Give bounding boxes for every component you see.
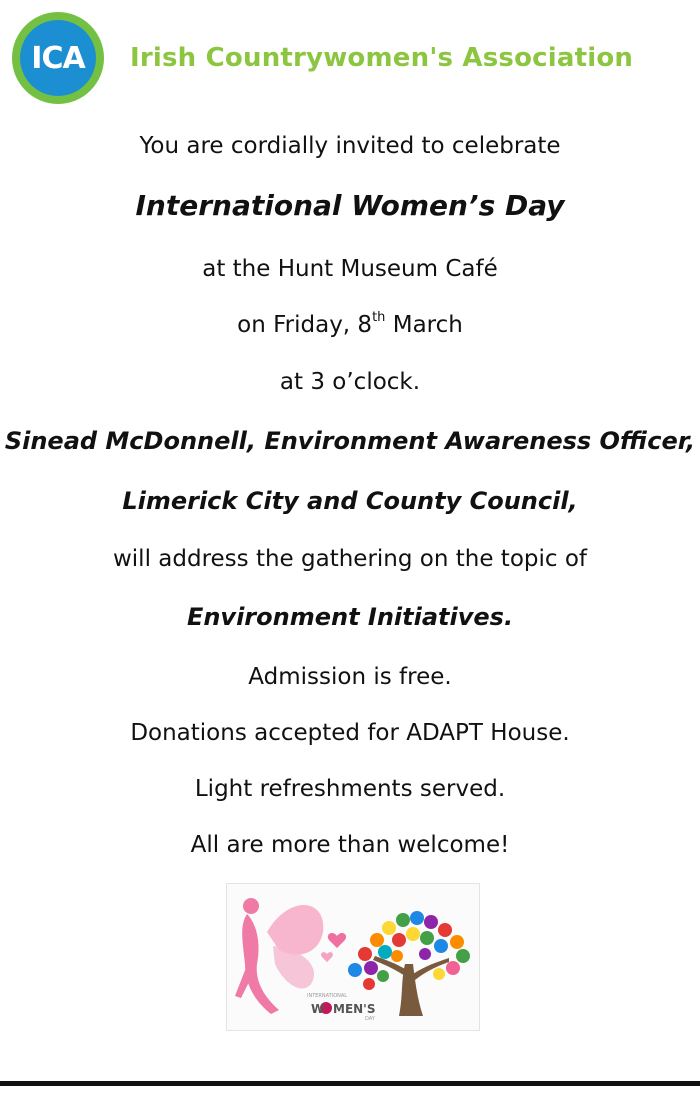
invitation-intro: You are cordially invited to celebrate [139,133,561,159]
ica-logo-text: ICA [31,40,85,76]
iwd-label-bottom: DAY [365,1016,375,1022]
iwd-label-top: INTERNATIONAL [307,993,348,999]
fairy-wing-lower-icon [273,946,314,988]
date-ordinal: th [372,310,386,326]
speaker-line-1: Sinead McDonnell, Environment Awareness Officer, [4,427,696,455]
iwd-label-main: MEN'S [333,1002,376,1016]
date-prefix: on Friday, 8 [237,312,373,338]
event-title: International Women’s Day [135,189,565,222]
fairy-head-icon [243,898,259,914]
welcome-line: All are more than welcome! [190,832,510,858]
admission-line: Admission is free. [248,664,452,690]
ica-logo [12,12,104,104]
venue-line: at the Hunt Museum Café [202,256,498,282]
illustration-svg [227,884,479,1030]
small-heart-icon [321,952,333,962]
header [12,10,692,106]
date-month: March [385,312,463,338]
time-line: at 3 o’clock. [279,369,421,395]
refreshments-line: Light refreshments served. [194,776,506,802]
ica-logo-inner [20,20,96,96]
speaker-line-2: Limerick City and County Council, [122,487,578,515]
heart-icon [328,933,346,948]
organization-name: Irish Countrywomen's Association [130,43,634,73]
donations-line: Donations accepted for ADAPT House. [130,720,570,746]
womens-day-illustration [226,883,480,1031]
date-line [0,310,700,340]
address-text: will address the gathering on the topic of [112,546,587,572]
iwd-label-w: W [311,1002,325,1016]
bottom-divider [0,1081,700,1086]
topic-line: Environment Initiatives. [186,603,514,631]
